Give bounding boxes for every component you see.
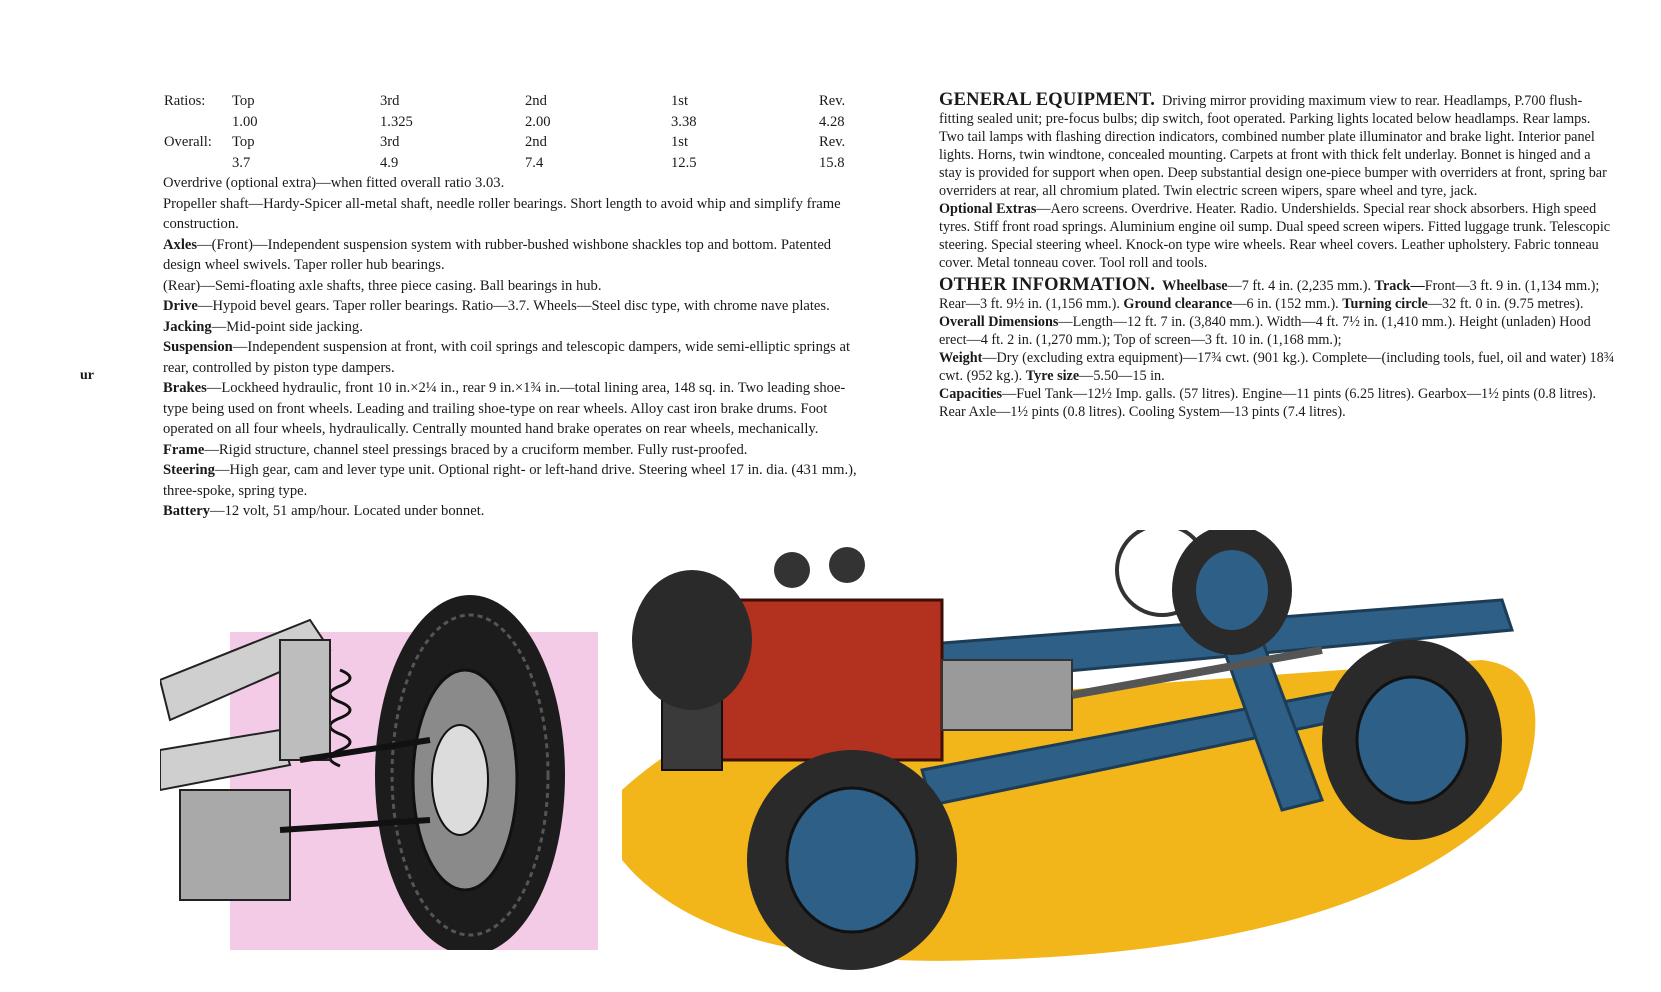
steering-label: Steering: [163, 462, 215, 478]
frame-label: Frame: [163, 441, 205, 458]
table-cell: [164, 153, 232, 174]
front-tyre: [375, 595, 565, 950]
margin-fragment-text: ur: [80, 368, 94, 383]
steering-paragraph: [163, 460, 863, 501]
track-text: Front—3 ft. 9 in. (1,134 mm.); Rear—3 ft. 9½ in. (1,156 mm.).: [939, 278, 1600, 312]
table-cell: Rev.: [819, 93, 846, 109]
table-row: [164, 153, 845, 174]
frame-text: —Rigid structure, channel steel pressings braced by a cruciform member. Fully rust-proofed.: [204, 441, 748, 458]
suspension-housing: [280, 640, 330, 760]
battery-paragraph: [163, 501, 863, 522]
weight-text: —Dry (excluding extra equipment)—17¾ cwt. (901 kg.). Complete—(including tools, fuel, oil and water) 18¾ cwt. (952 kg.).: [939, 350, 1615, 384]
table-row: [164, 112, 845, 133]
front-left-wheel: [747, 750, 957, 970]
battery-label: Battery: [163, 503, 211, 519]
table-cell: 1.00: [232, 113, 258, 130]
table-cell: Top: [232, 134, 255, 150]
table-cell: Rev.: [819, 134, 846, 150]
table-cell: 15.8: [819, 154, 845, 171]
tyre-size-text: —5.50—15 in.: [1079, 368, 1165, 384]
drive-text: —Hypoid bevel gears. Taper roller bearings. Ratio—3.7. Wheels—Steel disc type, with chrome nave plates.: [197, 298, 830, 314]
general-equipment-paragraph: [939, 91, 1615, 200]
brakes-paragraph: [163, 378, 863, 440]
suspension-paragraph: [163, 337, 863, 378]
rear-right-wheel: [1172, 530, 1292, 655]
axles-paragraph: [163, 235, 863, 276]
suspension-text: —Independent suspension at front, with coil springs and telescopic dampers, wide semi-elliptic springs at rear, controlled by piston type dampers.: [163, 339, 851, 376]
table-cell: 7.4: [525, 154, 544, 171]
specs-right-column: [939, 91, 1615, 421]
specs-left-column: [163, 91, 863, 522]
table-cell: 1.325: [380, 113, 413, 130]
ground-clearance-text: —6 in. (152 mm.).: [1232, 296, 1339, 312]
propeller-text: Propeller shaft—Hardy-Spicer all-metal shaft, needle roller bearings. Short length to avoid whip and simplify frame construction.: [163, 195, 841, 232]
table-cell: 2nd: [525, 93, 547, 109]
track-label: Track—: [1374, 278, 1425, 294]
optional-extras-text: —Aero screens. Overdrive. Heater. Radio. Undershields. Special rear shock absorbers. High speed tyres. Stiff front road springs. Aluminium engine oil sump. Dual speed screen wipers. Fitted luggage trunk. Telescopic steering. Special steering wheel. Knock-on type wire wheels. Rear wheel covers. Leather upholstery. Fabric tonneau cover. Metal tonneau cover. Tool roll and tools.: [939, 201, 1611, 271]
brakes-label: Brakes: [163, 380, 207, 396]
rear-axle-text: (Rear)—Semi-floating axle shafts, three piece casing. Ball bearings in hub.: [163, 277, 602, 294]
table-cell: 4.9: [380, 154, 399, 171]
air-filter-left: [774, 552, 810, 588]
table-row: [164, 91, 845, 112]
dimensions-label: Overall Dimensions: [939, 314, 1059, 330]
gear-ratios-table: [164, 91, 845, 173]
table-cell: 12.5: [671, 154, 697, 171]
capacities-text: —Fuel Tank—12½ Imp. galls. (57 litres). Engine—11 pints (6.25 litres). Gearbox—1½ pints (0.8 litres). Rear Axle—1½ pints (0.8 litres). Cooling System—13 pints (7.4 litres).: [939, 386, 1597, 420]
general-equipment-heading: GENERAL EQUIPMENT.: [939, 90, 1156, 110]
front-suspension-illustration: [160, 580, 600, 950]
table-cell: 3.38: [671, 113, 697, 130]
general-equipment-text: Driving mirror providing maximum view to rear. Headlamps, P.700 flush-fitting sealed unit; pre-focus bulbs; dip switch, foot operated. Parking lights located below headlamps. Rear lamps. Two tail lamps with flashing direction indicators, combined number plate illuminator and brake light. Interior panel lights. Horns, twin windtone, concealed mounting. Carpets at front with thick felt underlay. Bonnet is hinged and a stay is provided for support when open. Deep substantial design one-piece bumper with overriders at front, spring bar overriders at rear, all chromium plated. Twin electric screen wipers, spare wheel and tyre, jack.: [939, 93, 1607, 199]
axles-label: Axles: [163, 236, 198, 253]
capacities-label: Capacities: [939, 386, 1003, 402]
front-right-wheel: [632, 570, 752, 710]
suspension-label: Suspension: [163, 339, 233, 355]
table-cell: Top: [232, 93, 255, 109]
brakes-text: —Lockheed hydraulic, front 10 in.×2¼ in., rear 9 in.×1¾ in.—total lining area, 148 sq. in. Two leading shoe-type being used on front wheels. Leading and trailing shoe-type on rear wheels. Alloy cast iron brake drums. Foot operated on all four wheels, hydraulically. Centrally mounted hand brake operates on rear wheels, mechanically.: [163, 380, 846, 437]
optional-extras-label: Optional Extras: [939, 201, 1037, 217]
turning-circle-text: —32 ft. 0 in. (9.75 metres).: [1427, 296, 1584, 312]
air-filter-right: [829, 547, 865, 583]
table-cell: Overall:: [164, 134, 212, 150]
table-cell: 2nd: [525, 134, 547, 150]
drive-label: Drive: [163, 298, 198, 314]
brake-backplate: [180, 790, 290, 900]
capacities-paragraph: [939, 385, 1615, 421]
frame-paragraph: [163, 440, 863, 461]
steering-text: —High gear, cam and lever type unit. Optional right- or left-hand drive. Steering wheel 17 in. dia. (431 mm.), three-spoke, spring type.: [163, 462, 857, 499]
jacking-text: —Mid-point side jacking.: [211, 318, 363, 335]
wheelbase-text: —7 ft. 4 in. (2,235 mm.).: [1227, 278, 1371, 294]
other-information-heading: OTHER INFORMATION.: [939, 275, 1156, 295]
jacking-label: Jacking: [163, 318, 212, 335]
table-cell: [164, 112, 232, 133]
weight-paragraph: [939, 349, 1615, 385]
dimensions-text: —Length—12 ft. 7 in. (3,840 mm.). Width—4 ft. 7½ in. (1,410 mm.). Height (unladen) Hood erect—4 ft. 2 in. (1,270 mm.); Top of screen—3 ft. 10 in. (1,168 mm.);: [939, 314, 1591, 348]
other-information-paragraph: [939, 276, 1615, 313]
gearbox: [942, 660, 1072, 730]
ground-clearance-label: Ground clearance: [1123, 296, 1233, 312]
table-row: [164, 132, 845, 153]
optional-extras-paragraph: [939, 200, 1615, 272]
table-cell: 2.00: [525, 113, 551, 130]
table-cell: 1st: [671, 134, 689, 150]
rear-left-wheel: [1322, 640, 1502, 840]
drive-paragraph: [163, 296, 863, 337]
table-cell: 3rd: [380, 134, 400, 150]
table-cell: 3.7: [232, 154, 251, 171]
chassis-illustration: [622, 530, 1622, 970]
battery-text: —12 volt, 51 amp/hour. Located under bonnet.: [210, 503, 485, 519]
weight-label: Weight: [939, 350, 983, 366]
table-cell: Ratios:: [164, 93, 206, 109]
turning-circle-label: Turning circle: [1342, 296, 1428, 312]
axles-text: —(Front)—Independent suspension system with rubber-bushed wishbone shackles top and bottom. Patented design wheel swivels. Taper roller hub bearings.: [163, 236, 832, 273]
wheelbase-label: Wheelbase: [1162, 278, 1228, 294]
table-cell: 1st: [671, 93, 689, 109]
tyre-size-label: Tyre size: [1025, 368, 1080, 384]
overdrive-text: Overdrive (optional extra)—when fitted overall ratio 3.03.: [163, 175, 505, 191]
dimensions-paragraph: [939, 313, 1615, 349]
table-cell: 3rd: [380, 93, 400, 109]
table-cell: 4.28: [819, 113, 845, 130]
